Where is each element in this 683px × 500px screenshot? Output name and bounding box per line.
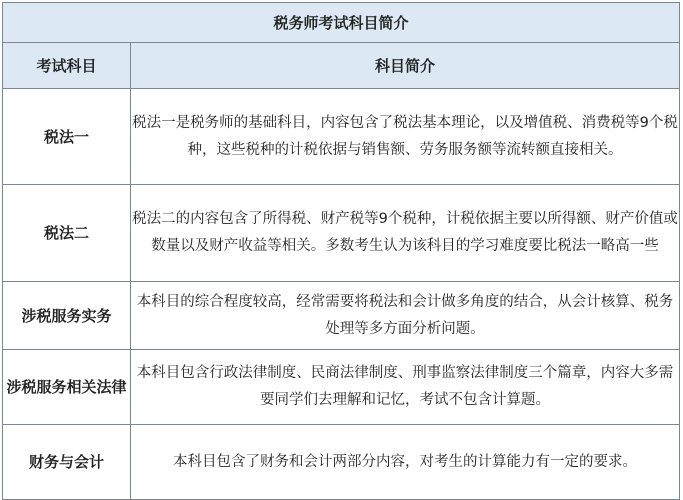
subject-cell: 税法一 <box>3 89 131 185</box>
table-row <box>3 185 680 282</box>
intro-cell: 本科目包含行政法律制度、民商法律制度、刑事监察法律制度三个篇章，内容大多需要同学们去理解和记忆，考试不包含计算题。 <box>131 350 680 425</box>
table-title-row <box>3 3 680 43</box>
table-row <box>3 425 680 500</box>
table-row <box>3 282 680 350</box>
header-subject: 考试科目 <box>3 43 131 89</box>
intro-cell: 本科目包含了财务和会计两部分内容，对考生的计算能力有一定的要求。 <box>131 425 680 500</box>
subject-cell: 涉税服务实务 <box>3 282 131 350</box>
table-row <box>3 350 680 425</box>
table-header-row <box>3 43 680 89</box>
subject-cell: 涉税服务相关法律 <box>3 350 131 425</box>
table-title: 税务师考试科目简介 <box>3 3 680 43</box>
intro-cell: 本科目的综合程度较高，经常需要将税法和会计做多角度的结合，从会计核算、税务处理等多方面分析问题。 <box>131 282 680 350</box>
header-intro: 科目简介 <box>131 43 680 89</box>
intro-cell: 税法二的内容包含了所得税、财产税等9个税种，计税依据主要以所得额、财产价值或数量以及财产收益等相关。多数考生认为该科目的学习难度要比税法一略高一些 <box>131 185 680 282</box>
subject-cell: 税法二 <box>3 185 131 282</box>
intro-cell: 税法一是税务师的基础科目，内容包含了税法基本理论，以及增值税、消费税等9个税种，这些税种的计税依据与销售额、劳务服务额等流转额直接相关。 <box>131 89 680 185</box>
exam-subjects-table <box>2 2 680 500</box>
subject-cell: 财务与会计 <box>3 425 131 500</box>
table-row <box>3 89 680 185</box>
